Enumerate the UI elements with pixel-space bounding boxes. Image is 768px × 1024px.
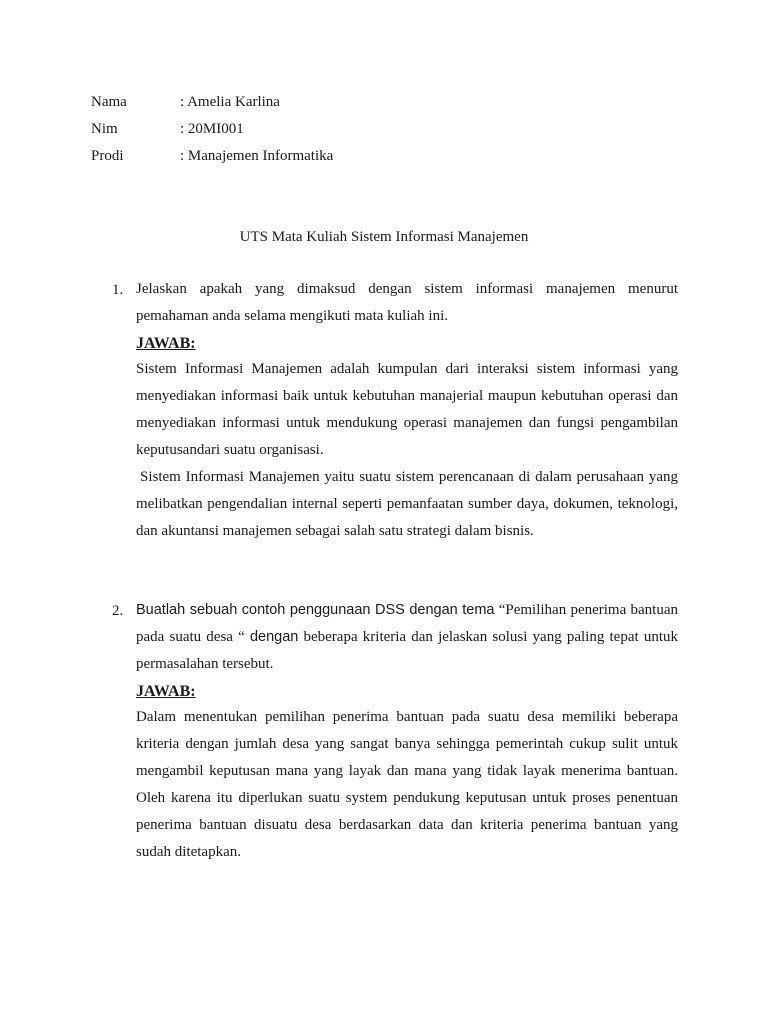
question-1-number: 1. xyxy=(112,282,124,298)
document-title: UTS Mata Kuliah Sistem Informasi Manajemen xyxy=(239,229,529,245)
answer-2-label: JAWAB: xyxy=(136,683,196,700)
nim-value: : 20MI001 xyxy=(180,121,244,137)
answer-1-label: JAWAB: xyxy=(136,335,196,352)
question-2-body xyxy=(136,597,678,678)
prodi-value: : Manajemen Informatika xyxy=(180,148,334,164)
answer-1-text xyxy=(136,356,678,545)
question-2-part-1: Buatlah sebuah contoh penggunaan DSS dengan tema xyxy=(136,602,495,618)
nama-label: Nama xyxy=(91,94,127,110)
question-1-text xyxy=(136,276,678,330)
question-2-part-2: “Pemilihan penerima bantuan pada suatu desa “ xyxy=(136,602,678,645)
info-row-nim xyxy=(91,120,244,138)
answer-1-paragraph-2: Sistem Informasi Manajemen yaitu suatu sistem perencanaan di dalam perusahaan yang melibatkan pengendalian internal seperti pemanfaatan sumber daya, dokumen, teknologi, dan akuntansi manajemen sebagai salah satu strategi dalam bisnis. xyxy=(136,469,678,539)
answer-1-paragraph-1: Sistem Informasi Manajemen adalah kumpulan dari interaksi sistem informasi yang menyediakan informasi baik untuk kebutuhan manajerial maupun kebutuhan operasi dan menyediakan informasi untuk mendukung operasi manajemen dan fungsi pengambilan keputusandari suatu organisasi. xyxy=(136,361,678,458)
info-row-nama xyxy=(91,93,280,111)
question-2-text xyxy=(136,597,678,678)
prodi-label: Prodi xyxy=(91,148,124,164)
question-2-part-3: dengan xyxy=(249,629,299,645)
nim-label: Nim xyxy=(91,121,118,137)
info-row-prodi xyxy=(91,147,333,165)
answer-2-text xyxy=(136,704,678,866)
question-1-body: Jelaskan apakah yang dimaksud dengan sistem informasi manajemen menurut pemahaman anda selama mengikuti mata kuliah ini. xyxy=(136,281,678,324)
question-2-number: 2. xyxy=(112,603,124,619)
nama-value: : Amelia Karlina xyxy=(180,94,280,110)
question-2-part-4: beberapa kriteria dan jelaskan solusi yang paling tepat untuk permasalahan tersebut. xyxy=(136,629,678,672)
answer-2-paragraph-1: Dalam menentukan pemilihan penerima bantuan pada suatu desa memiliki beberapa kriteria dengan jumlah desa yang sangat banya sehingga pemerintah cukup sulit untuk mengambil keputusan mana yang layak dan mana yang tidak layak menerima bantuan. Oleh karena itu diperlukan suatu system pendukung keputusan untuk proses penentuan penerima bantuan disuatu desa berdasarkan data dan kriteria penerima bantuan yang sudah ditetapkan. xyxy=(136,709,678,860)
